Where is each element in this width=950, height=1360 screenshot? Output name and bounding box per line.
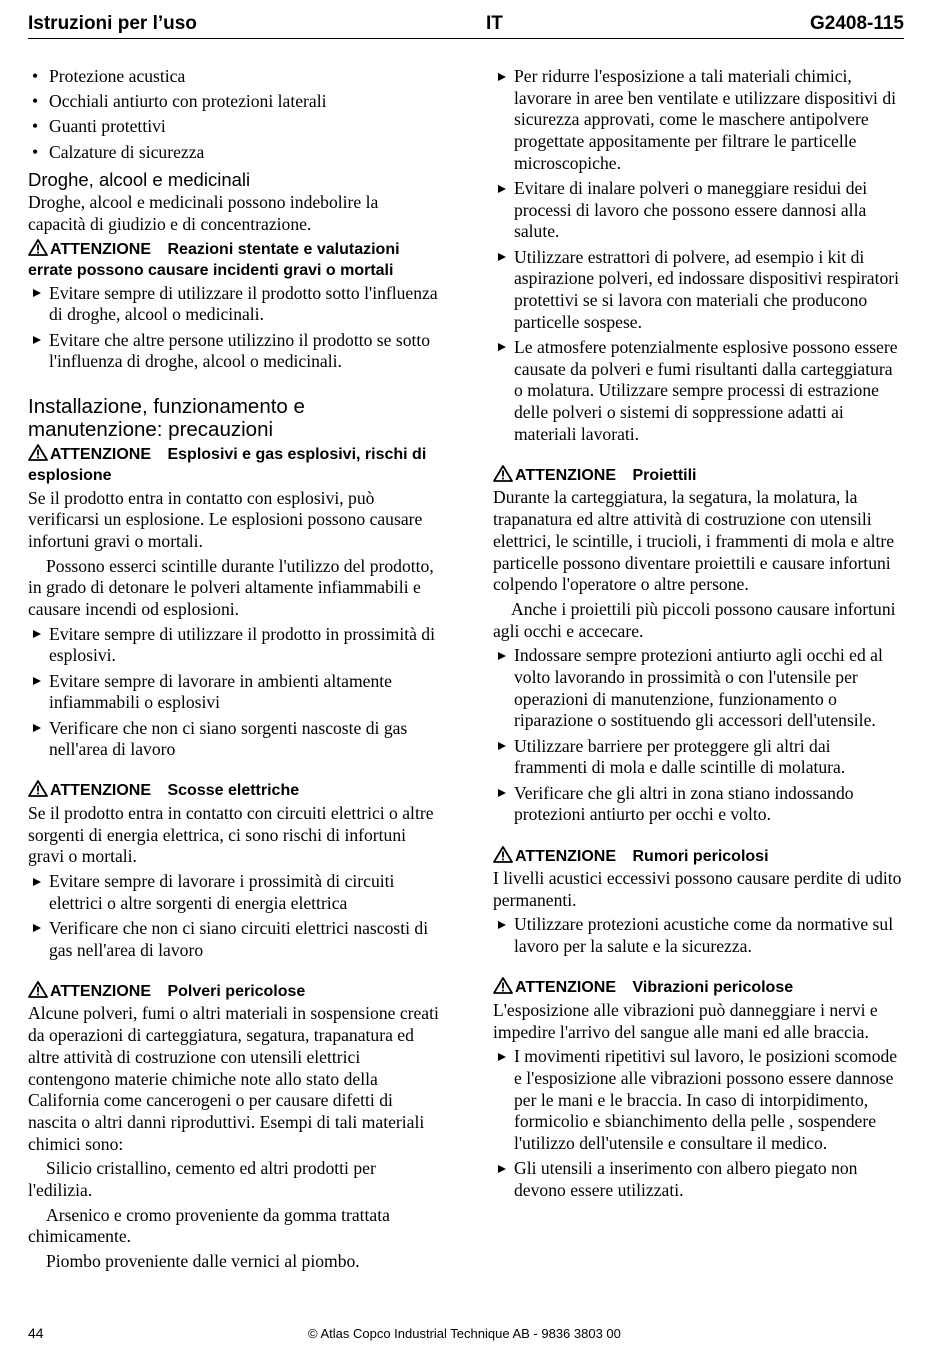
paragraph: Durante la carteggiatura, la segatura, la molatura, la trapanatura ed altre attività di costruzione con utensili elettrici, le scintille, i trucioli, i frammenti di mola e altre particelle possono diventare proiettili e causare infortuni colpendo l'operatore o altre persone. — [493, 487, 895, 595]
list-item: Evitare che altre persone utilizzino il prodotto se sotto l'influenza di droghe, alcool o medicinali. — [28, 330, 440, 373]
warning-triangle-icon — [28, 780, 48, 797]
warning-heading: ATTENZIONE Vibrazioni pericolose — [493, 977, 905, 999]
list-item: Verificare che non ci siano circuiti elettrici nascosti di gas nell'area di lavoro — [28, 918, 440, 961]
arrow-bullet-icon — [33, 336, 41, 344]
arrow-bullet-icon — [498, 1165, 506, 1173]
warning-heading: ATTENZIONE Esplosivi e gas esplosivi, rischi di esplosione — [28, 445, 427, 485]
product-code: G2408-115 — [809, 13, 904, 34]
warning-heading: ATTENZIONE Polveri pericolose — [28, 981, 440, 1003]
instruction-list — [28, 871, 440, 961]
list-item: Le atmosfere potenzialmente esplosive possono essere causate da polveri e fumi risultanti dalla carteggiatura o molatura. Utilizzare sempre processi di estrazione delle polveri o sistemi di soppressione adatti ai materiali lavorati. — [493, 337, 905, 446]
arrow-bullet-icon — [33, 724, 41, 732]
instruction-list — [493, 914, 905, 957]
arrow-bullet-icon — [33, 878, 41, 886]
copyright-notice: © Atlas Copco Industrial Technique AB - 9836 3803 00 — [308, 1326, 621, 1341]
warning-triangle-icon — [28, 239, 48, 256]
paragraph: Se il prodotto entra in contatto con circuiti elettrici o altre sorgenti di energia elettrica, ci sono rischi di infortuni gravi o mortali. — [28, 802, 434, 867]
warning-triangle-icon — [28, 444, 48, 461]
paragraph: I livelli acustici eccessivi possono causare perdite di udito permanenti. — [493, 868, 902, 910]
page-number: 44 — [28, 1325, 44, 1341]
paragraph: Anche i proiettili più piccoli possono causare infortuni agli occhi e accecare. — [493, 598, 896, 641]
arrow-bullet-icon — [498, 652, 506, 660]
arrow-bullet-icon — [498, 742, 506, 750]
instruction-list — [28, 624, 440, 761]
arrow-bullet-icon — [498, 185, 506, 193]
list-item: Evitare sempre di utilizzare il prodotto in prossimità di esplosivi. — [28, 624, 440, 667]
arrow-bullet-icon — [33, 289, 41, 297]
list-item: • Guanti protettivi — [32, 116, 166, 137]
arrow-bullet-icon — [498, 1053, 506, 1061]
arrow-bullet-icon — [498, 921, 506, 929]
list-item: Evitare sempre di utilizzare il prodotto sotto l'influenza di droghe, alcool o medicinali. — [28, 283, 440, 326]
left-column — [28, 66, 440, 1276]
warning-triangle-icon — [493, 977, 513, 994]
paragraph: Silicio cristallino, cemento ed altri prodotti per l'edilizia. — [28, 1158, 376, 1201]
list-item: • Calzature di sicurezza — [32, 141, 205, 162]
list-item: Evitare sempre di lavorare i prossimità di circuiti elettrici o altre sorgenti di energia elettrica — [28, 871, 440, 914]
right-column — [493, 66, 905, 1205]
arrow-bullet-icon — [33, 630, 41, 638]
list-item: Evitare di inalare polveri o maneggiare residui dei processi di lavoro che possono essere dannosi alla salute. — [493, 178, 905, 243]
list-item: Utilizzare estrattori di polvere, ad esempio i kit di aspirazione polveri, ed indossare dispositivi respiratori protettivi se si lavora con materiali che producono particelle sospese. — [493, 247, 905, 334]
list-item: Per ridurre l'esposizione a tali materiali chimici, lavorare in aree ben ventilate e utilizzare dispositivi di sicurezza approvati, come le maschere antipolvere progettate appositamente per filtrare le particelle microscopiche. — [493, 66, 905, 175]
list-item: Utilizzare barriere per proteggere gli altri dai frammenti di mola e dalle scintille di molatura. — [493, 736, 905, 779]
paragraph: Possono esserci scintille durante l'utilizzo del prodotto, in grado di detonare le polveri altamente infiammabili e causare incendi od esplosioni. — [28, 555, 434, 620]
arrow-bullet-icon — [498, 343, 506, 351]
warning-heading: ATTENZIONE Reazioni stentate e valutazioni errate possono causare incidenti gravi o mortali — [28, 240, 400, 280]
paragraph: Piombo proveniente dalle vernici al piombo. — [46, 1251, 360, 1272]
paragraph: Droghe, alcool e medicinali possono indebolire la capacità di giudizio e di concentrazione. — [28, 192, 379, 235]
list-item: • Protezione acustica — [32, 66, 186, 86]
list-item: Verificare che gli altri in zona stiano indossando protezioni antiurto per occhi e volto. — [493, 783, 905, 826]
paragraph: L'esposizione alle vibrazioni può danneggiare i nervi e impedire l'arrivo del sangue alle mani ed alle braccia. — [493, 999, 878, 1042]
list-item: Indossare sempre protezioni antiurto agli occhi ed al volto lavorando in prossimità o con l'utensile per operazioni di manutenzione, funzionamento o riparazione o sostituendo gli accessori dell'utensile. — [493, 645, 905, 732]
warning-heading: ATTENZIONE Rumori pericolosi — [493, 846, 905, 868]
instruction-list — [493, 645, 905, 826]
warning-heading: ATTENZIONE Scosse elettriche — [28, 780, 440, 802]
warning-triangle-icon — [493, 846, 513, 863]
list-item: Utilizzare protezioni acustiche come da normative sul lavoro per la salute e la sicurezza. — [493, 914, 905, 957]
warning-heading: ATTENZIONE Proiettili — [493, 465, 905, 487]
list-item: • Occhiali antiurto con protezioni laterali — [32, 91, 327, 112]
list-item: Evitare sempre di lavorare in ambienti altamente infiammabili o esplosivi — [28, 671, 440, 714]
list-item: Gli utensili a inserimento con albero piegato non devono essere utilizzati. — [493, 1158, 905, 1201]
instruction-list — [493, 1046, 905, 1201]
list-item: I movimenti ripetitivi sul lavoro, le posizioni scomode e l'esposizione alle vibrazioni possono essere dannose per le mani e le braccia. In caso di intorpidimento, formicolio e sbianchimento della pelle , sospendere l'utilizzo dell'utensile e consultare il medico. — [493, 1046, 905, 1155]
instruction-list — [28, 283, 440, 373]
section-heading-drugs: Droghe, alcool e medicinali — [28, 169, 251, 191]
section-heading-installation: Installazione, funzionamento e manutenzione: precauzioni — [28, 394, 305, 441]
arrow-bullet-icon — [498, 789, 506, 797]
warning-triangle-icon — [28, 981, 48, 998]
instruction-list — [493, 66, 905, 445]
paragraph: Arsenico e cromo proveniente da gomma trattata chimicamente. — [28, 1204, 390, 1247]
paragraph: Alcune polveri, fumi o altri materiali in sospensione creati da operazioni di carteggiatura, segatura, trapanatura ed altre attività di costruzione con utensili elettrici contengono materie chimiche note allo stato della California come cancerogeni o per causare difetti di nascita o altri danni riproduttivi. Esempi di tali materiali chimici sono: — [28, 1003, 439, 1154]
document-title: Istruzioni per l’uso — [28, 13, 197, 34]
list-item: Verificare che non ci siano sorgenti nascoste di gas nell'area di lavoro — [28, 718, 440, 761]
page-header — [28, 10, 904, 39]
arrow-bullet-icon — [33, 924, 41, 932]
warning-triangle-icon — [493, 465, 513, 482]
arrow-bullet-icon — [498, 253, 506, 261]
arrow-bullet-icon — [498, 73, 506, 81]
language-code: IT — [486, 13, 503, 34]
arrow-bullet-icon — [33, 677, 41, 685]
paragraph: Se il prodotto entra in contatto con esplosivi, può verificarsi un esplosione. Le esplosioni possono causare infortuni gravi o mortali. — [28, 487, 423, 551]
ppe-list — [28, 66, 440, 163]
